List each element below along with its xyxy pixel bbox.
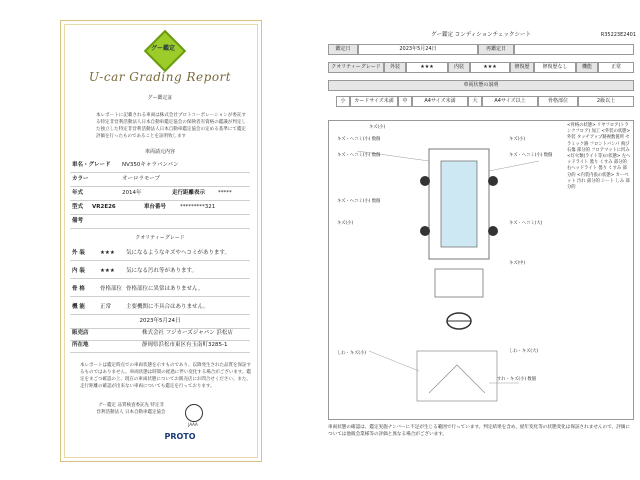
damage-label: しわ・キズ(小) <box>337 351 367 356</box>
sheet-title: グー鑑定 コンディションチェックシート <box>430 32 532 38</box>
damage-diagram <box>328 120 634 420</box>
intro-text: 本レポートに記載される車両は株式会社プロトコーポレーションが委託する特定非営利活動法人日本自動車鑑定協会の保険者有資格の鑑識が判定した独立した特定非営利活動法人日本自動車鑑定協会の定める基準にて鑑定評価を行ったものであることを証明致します <box>96 113 246 139</box>
size-card: カードサイズ未満 <box>350 96 398 107</box>
chassis-label: 骨格部位 <box>538 96 578 107</box>
interior-grade: ★★★ <box>470 62 510 73</box>
damage-label: すれ・キズ(小) 数個 <box>497 377 537 382</box>
function-label: 機能 <box>576 62 598 73</box>
damage-label: キズ・ヘコミ(大) <box>509 221 543 226</box>
damage-label: キズ(小) <box>369 125 386 130</box>
row-notes: 備考 <box>70 214 250 229</box>
quality-function: 機 能 正常 主要機関に不具合はありません。 <box>70 300 250 315</box>
damage-label: キズ(小) <box>509 137 526 142</box>
inspection-org: グー鑑定 品質検査委託先 特定非営利活動法人 日本自動車鑑定協会 <box>96 403 166 415</box>
damage-label: キズ・ヘコミ(小) 数個 <box>509 153 553 158</box>
logo-text: グー鑑定 <box>150 45 175 52</box>
status-heading: 車両状態の説明 <box>328 80 634 91</box>
ornamental-frame-inner <box>64 24 258 458</box>
repair-label: 修復歴 <box>510 62 534 73</box>
condition-notes: <骨格の状態> リヤフロア(トランクフロア) 加工 <外装の状態> 外装 タッチアップ跡複数箇所 セラミック跡 フロントバンパ 飛び石傷 部分的 フロアマットに凹み <灯火類(ライト等)の状態> 左ヘッドライト 曇り くすみ 部分的 右ヘッドライト 曇り くすみ 部分的 <内装内張の状態> カーペット 汚れ 部分的 シート しみ 部分的 <box>567 123 631 191</box>
quality-frame: 骨 格 骨格部位 骨格部位に異常はありません。 <box>70 282 250 297</box>
certificate-subtitle: グー鑑定証 <box>147 95 173 101</box>
size-large: 大 <box>468 96 482 107</box>
sheet-disclaimer: 車両状態の確認は、鑑定実施ナンバーに不足が生じる範囲で行っています。判定結果を含め、経年変化等の状態変化は保証されませんので、評価については他販会業様等の評価と異なる場合がございます。 <box>328 425 630 437</box>
size-mid: 中 <box>398 96 412 107</box>
reinspection-label: 再鑑定日 <box>478 44 514 55</box>
vehicle-heading: 車両請元内容 <box>144 149 175 155</box>
address-row: 所在地 静岡県浜松市東区有玉南町3285-1 <box>70 338 250 353</box>
damage-label: キズ(中) <box>509 261 526 266</box>
date-label: 鑑定日 <box>328 44 358 55</box>
quality-exterior: 外 装 ★★★ 気になるようなキズやヘコミがあります。 <box>70 246 250 261</box>
disclaimer-text: 本レポートは鑑定時点での車両状態を示すものであり、以降発生された品質を保証するものではありません。車両状態は時間の経過に伴い変化する場合がございます。鑑定をまごつ確認の上、現在の車両状態についてお販売店にお問合せください。また、走行距離の確認が出来ない車両についても鑑定を行っております。 <box>80 363 251 389</box>
damage-label: キズ(小) <box>337 221 354 226</box>
size-small: 小 <box>336 96 350 107</box>
row-car-name: 車名・グレード NV350キャラバンバン <box>70 158 250 173</box>
damage-label: キズ・ヘコミ(小) 数個 <box>337 153 381 158</box>
grade-label: クオリティーグレード <box>328 62 384 73</box>
issue-date: 2023年5月24日 <box>70 314 250 329</box>
exterior-grade: ★★★ <box>406 62 448 73</box>
row-color: カラー オーロラモーブ <box>70 172 250 187</box>
row-model: 型式 VR2E26 車台番号 *********321 <box>70 200 250 215</box>
size-a4-over: A4サイズ以上 <box>482 96 538 107</box>
row-year: 年式 2014年 走行距離表示 ***** <box>70 186 250 201</box>
damage-label: しわ・キズ(大) <box>509 349 539 354</box>
report-title: U-car Grading Report <box>88 70 232 84</box>
interior-label: 内装 <box>448 62 470 73</box>
quality-heading: クオリティーグレード <box>135 235 185 241</box>
quality-interior: 内 装 ★★★ 気になる汚れ等があります。 <box>70 264 250 279</box>
function-status: 正常 <box>598 62 634 73</box>
level-label: 2級以上 <box>578 96 634 107</box>
reinspection-date <box>514 44 634 55</box>
jaaa-label: JAAA <box>188 422 198 427</box>
sheet-number: R35223E2401 <box>600 32 636 38</box>
repair-history: 修復歴なし <box>534 62 576 73</box>
inspection-date: 2023年5月24日 <box>358 44 478 55</box>
damage-label: キズ・ヘコミ(小) 数個 <box>337 199 381 204</box>
damage-label: キズ・ヘコミ(小) 数個 <box>337 137 381 142</box>
size-a4: A4サイズ未満 <box>412 96 468 107</box>
proto-logo: PROTO <box>164 432 196 441</box>
exterior-label: 外装 <box>384 62 406 73</box>
jaaa-seal-icon <box>185 404 203 422</box>
condition-check-sheet <box>322 0 640 480</box>
dealer-row: 販売店 株式会社 フジカーズジャパン 浜松店 <box>70 326 250 341</box>
